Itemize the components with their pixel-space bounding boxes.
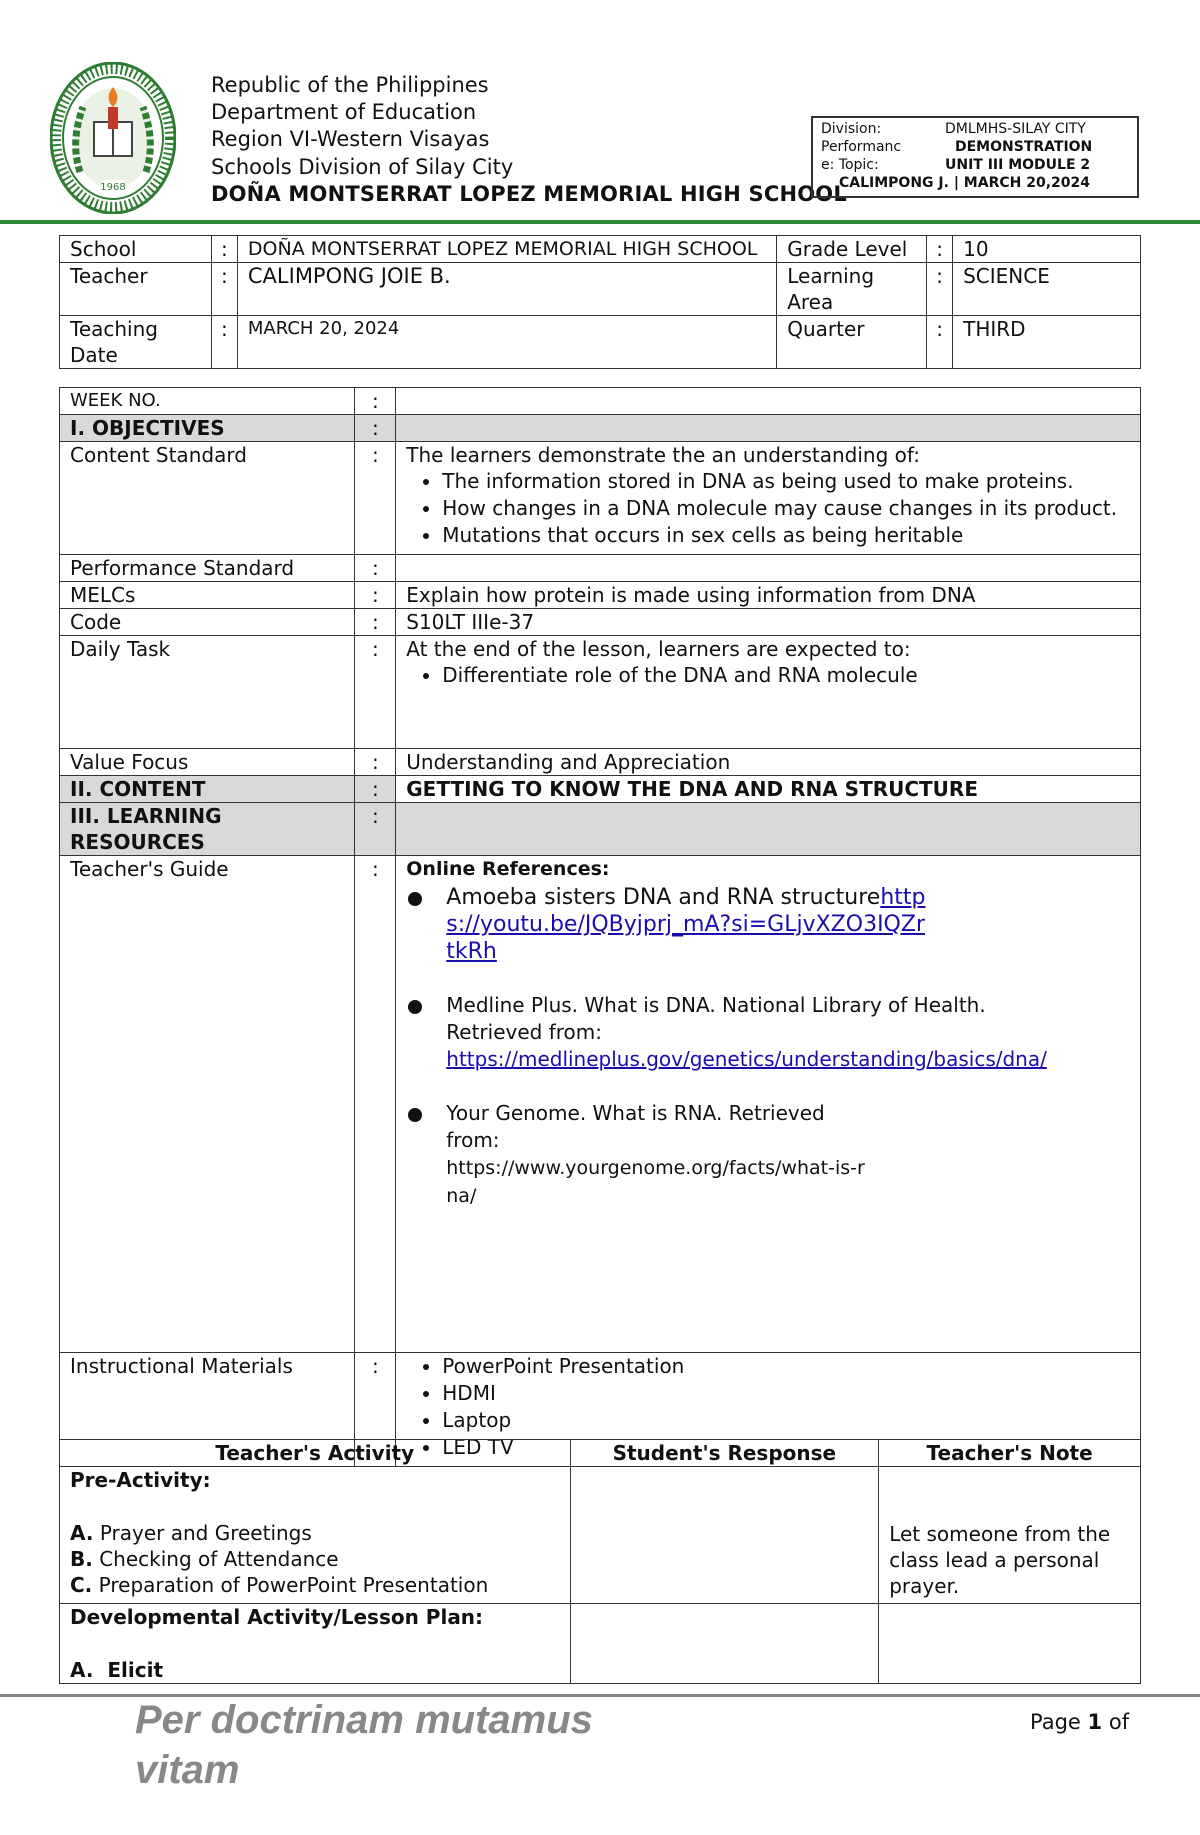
code-value: S10LT IIIe-37 — [396, 609, 1141, 636]
performance-value: DEMONSTRATION — [955, 139, 1093, 155]
header-republic: Republic of the Philippines — [211, 73, 489, 97]
division-label: Division: — [821, 121, 882, 137]
value-focus-label: Value Focus — [60, 749, 355, 776]
teachers-guide-value — [396, 856, 1141, 1353]
list-item: • Mutations that occurs in sex cells as being heritable — [442, 522, 1130, 549]
content-standard-intro: The learners demonstrate the an understanding of: — [406, 443, 920, 467]
content-standard-value — [396, 442, 1141, 555]
colon: : — [211, 263, 237, 316]
content-value: GETTING TO KNOW THE DNA AND RNA STRUCTURE — [396, 776, 1141, 803]
colon: : — [355, 749, 396, 776]
header-school-name: DOÑA MONTSERRAT LOPEZ MEMORIAL HIGH SCHOOL — [211, 182, 847, 206]
list-item: • How changes in a DNA molecule may cause changes in its product. — [442, 495, 1130, 522]
activity-table — [59, 1439, 1141, 1684]
quarter-value: THIRD — [953, 316, 1141, 369]
performance-standard-value — [396, 555, 1141, 582]
pre-activity-heading: Pre-Activity: — [70, 1468, 211, 1492]
colon: : — [355, 555, 396, 582]
colon: : — [355, 776, 396, 803]
students-response-header: Student's Response — [570, 1440, 879, 1467]
colon: : — [355, 609, 396, 636]
reference-text: Amoeba sisters DNA and RNA structure — [446, 885, 881, 910]
reference-item — [406, 884, 926, 965]
value-focus-value: Understanding and Appreciation — [396, 749, 1141, 776]
instructional-materials-label: Instructional Materials — [60, 1353, 355, 1467]
colon: : — [211, 316, 237, 369]
teachers-note-cell: Let someone from the class lead a personal prayer. — [879, 1467, 1141, 1604]
school-value: DOÑA MONTSERRAT LOPEZ MEMORIAL HIGH SCHOOL — [237, 236, 776, 263]
colon: : — [355, 856, 396, 1353]
svg-text:1968: 1968 — [100, 182, 126, 193]
resources-heading: III. LEARNING RESOURCES — [60, 803, 355, 856]
colon: : — [355, 415, 396, 442]
colon: : — [355, 636, 396, 749]
school-label: School — [60, 236, 212, 263]
content-standard-label: Content Standard — [60, 442, 355, 555]
area-label: Learning Area — [777, 263, 927, 316]
teachers-note-header: Teacher's Note — [879, 1440, 1141, 1467]
colon: : — [355, 803, 396, 856]
week-label: WEEK NO. — [60, 388, 355, 415]
reference-link-plain: https://www.yourgenome.org/facts/what-is-rna/ — [446, 1157, 865, 1207]
reference-link[interactable]: https://medlineplus.gov/genetics/understanding/basics/dna/ — [446, 1047, 1047, 1071]
topic-box — [811, 116, 1139, 198]
school-motto: Per doctrinam mutamus vitam — [135, 1698, 593, 1792]
online-references-heading: Online References: — [406, 858, 610, 880]
developmental-heading: Developmental Activity/Lesson Plan: — [70, 1605, 484, 1629]
school-logo — [50, 62, 176, 214]
grade-value: 10 — [953, 236, 1141, 263]
daily-task-intro: At the end of the lesson, learners are expected to: — [406, 637, 911, 661]
melcs-label: MELCs — [60, 582, 355, 609]
reference-text: Medline Plus. What is DNA. National Library of Health. Retrieved from: — [446, 993, 986, 1044]
teachers-guide-label: Teacher's Guide — [60, 856, 355, 1353]
developmental-activity-cell — [60, 1604, 571, 1684]
teacher-label: Teacher — [60, 263, 212, 316]
teacher-date: CALIMPONG J. | MARCH 20,2024 — [839, 175, 1090, 191]
reference-item — [406, 992, 1066, 1073]
list-item: • HDMI — [442, 1380, 1130, 1407]
student-response-cell — [570, 1604, 879, 1684]
list-item: • Differentiate role of the DNA and RNA molecule — [442, 662, 1130, 689]
code-label: Code — [60, 609, 355, 636]
melcs-value: Explain how protein is made using information from DNA — [396, 582, 1141, 609]
grade-label: Grade Level — [777, 236, 927, 263]
performance-standard-label: Performance Standard — [60, 555, 355, 582]
colon: : — [355, 1353, 396, 1467]
info-table — [59, 235, 1141, 369]
list-item: • Laptop — [442, 1407, 1130, 1434]
list-item: • The information stored in DNA as being used to make proteins. — [442, 468, 1130, 495]
daily-task-label: Daily Task — [60, 636, 355, 749]
reference-item — [406, 1100, 866, 1210]
resources-value — [396, 803, 1141, 856]
references-list — [406, 884, 1130, 1210]
topic-value: UNIT III MODULE 2 — [945, 157, 1091, 173]
plan-table — [59, 387, 1141, 1467]
list-item: • LED TV — [442, 1434, 1130, 1461]
list-item: B. Checking of Attendance — [70, 1547, 339, 1571]
page-number: Page 1 of — [1030, 1710, 1130, 1734]
objectives-value — [396, 415, 1141, 442]
teacher-value: CALIMPONG JOIE B. — [237, 263, 776, 316]
reference-link[interactable]: https://youtu.be/JQByjprj_mA?si=GLjvXZO3IQZrtkRh — [446, 885, 926, 964]
header-deped: Department of Education — [211, 100, 477, 124]
list-item: C. Preparation of PowerPoint Presentation — [70, 1573, 489, 1597]
reference-text: Your Genome. What is RNA. Retrieved from: — [446, 1101, 825, 1152]
colon: : — [355, 442, 396, 555]
daily-task-value — [396, 636, 1141, 749]
content-heading: II. CONTENT — [60, 776, 355, 803]
division-value: DMLMHS-SILAY CITY — [945, 121, 1086, 137]
teachers-note-cell — [879, 1604, 1141, 1684]
area-value: SCIENCE — [953, 263, 1141, 316]
colon: : — [355, 582, 396, 609]
colon: : — [211, 236, 237, 263]
colon: : — [355, 388, 396, 415]
header-divider — [0, 220, 1200, 224]
header-division: Schools Division of Silay City — [211, 155, 514, 179]
colon: : — [927, 236, 953, 263]
quarter-label: Quarter — [777, 316, 927, 369]
list-item: A. Elicit — [70, 1658, 164, 1682]
student-response-cell — [570, 1467, 879, 1604]
topic-label: e: Topic: — [821, 157, 879, 173]
date-label: Teaching Date — [60, 316, 212, 369]
objectives-heading: I. OBJECTIVES — [60, 415, 355, 442]
date-value: MARCH 20, 2024 — [237, 316, 776, 369]
colon: : — [927, 263, 953, 316]
week-value — [396, 388, 1141, 415]
list-item: • PowerPoint Presentation — [442, 1353, 1130, 1380]
teachers-activity-header: Teacher's Activity — [60, 1440, 571, 1467]
daily-task-list — [406, 662, 1130, 689]
list-item: A. Prayer and Greetings — [70, 1521, 312, 1545]
colon: : — [927, 316, 953, 369]
content-standard-list — [406, 468, 1130, 549]
header-region: Region VI-Western Visayas — [211, 127, 490, 151]
performance-label: Performanc — [821, 139, 902, 155]
pre-activity-cell — [60, 1467, 571, 1604]
